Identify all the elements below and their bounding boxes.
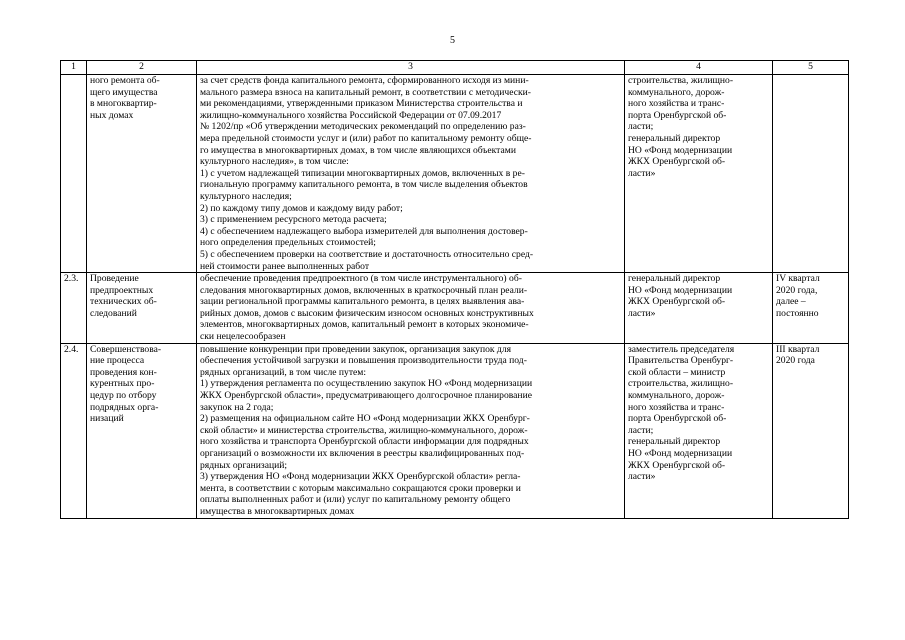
- text-line: ного хозяйства и транс-: [628, 401, 725, 413]
- text-line: рядных организаций, в том числе путем:: [200, 366, 367, 378]
- text-line: ЖКХ Оренбургской области», предусматривающего долгосрочное планирование: [200, 390, 532, 402]
- text-line: Правительства Оренбург-: [628, 355, 734, 367]
- text-line: цедур по отбору: [90, 390, 157, 402]
- table-row: [61, 75, 849, 273]
- text-line: культурного наследия;: [200, 190, 292, 202]
- header-cell-3: 3: [197, 61, 625, 75]
- text-line: заместитель председателя: [628, 343, 735, 355]
- text-line: в многоквартир-: [90, 98, 157, 110]
- row-number-cell: 2.4.: [61, 343, 87, 518]
- text-line: постоянно: [776, 307, 819, 319]
- text-line: генеральный директор: [628, 436, 721, 448]
- text-line: ской области – министр: [628, 366, 726, 378]
- text-line: следования многоквартирных домов, включенных в краткосрочный план реали-: [200, 284, 528, 296]
- text-line: 3) утверждения НО «Фонд модернизации ЖКХ Оренбургской области» регла-: [200, 471, 521, 483]
- text-line: щего имущества: [90, 86, 158, 98]
- text-line: III квартал: [776, 343, 820, 355]
- text-line: ласти»: [628, 471, 656, 483]
- text-line: гиональную программу капитального ремонта, в том числе выделения объектов: [200, 179, 528, 191]
- text-line: подрядных орга-: [90, 401, 159, 413]
- text-line: 1) утверждения регламента по осуществлению закупок НО «Фонд модернизации: [200, 378, 533, 390]
- text-line: курентных про-: [90, 378, 155, 390]
- text-line: генеральный директор: [628, 273, 721, 285]
- text-line: ласти;: [628, 424, 654, 436]
- text-line: 5) с обеспечением проверки на соответствие и достаточность относительно сред-: [200, 248, 534, 260]
- text-line: рийных домов, домов с высоким физическим износом основных конструктивных: [200, 307, 534, 319]
- text-line: ЖКХ Оренбургской об-: [628, 156, 726, 168]
- text-line: жилищно-коммунального хозяйства Российской Федерации от 07.09.2017: [200, 109, 502, 121]
- measure-content-cell: [197, 343, 625, 518]
- header-cell-4: 4: [625, 61, 773, 75]
- text-line: мера предельной стоимости услуг и (или) работ по капитальному ремонту обще-: [200, 132, 532, 144]
- text-line: оплаты выполненных работ и (или) услуг по капитальному ремонту общего: [200, 494, 511, 506]
- text-line: Совершенствова-: [90, 343, 162, 355]
- table-header-row: [61, 61, 849, 75]
- text-line: обеспечение проведения предпроектного (в том числе инструментального) об-: [200, 273, 522, 285]
- measure-name-cell: [87, 75, 197, 273]
- text-line: 1) с учетом надлежащей типизации многоквартирных домов, включенных в ре-: [200, 167, 525, 179]
- deadline-cell: [773, 273, 849, 344]
- text-line: повышение конкуренции при проведении закупок, организация закупок для: [200, 343, 512, 355]
- text-line: ЖКХ Оренбургской об-: [628, 296, 726, 308]
- text-line: низаций: [90, 413, 124, 425]
- text-line: ного ремонта об-: [90, 75, 160, 86]
- text-line: НО «Фонд модернизации: [628, 144, 733, 156]
- text-line: строительства, жилищно-: [628, 75, 734, 86]
- text-line: Проведение: [90, 273, 139, 285]
- text-line: ней стоимости ранее выполненных работ: [200, 260, 370, 272]
- text-line: культурного наследия», в том числе:: [200, 156, 349, 168]
- measures-table: [60, 60, 849, 519]
- text-line: обеспечения устойчивой загрузки и повышения производительности труда под-: [200, 355, 527, 367]
- text-line: мального размера взноса на капитальный ремонт, в соответствии с методически-: [200, 86, 531, 98]
- text-line: рядных организаций;: [200, 459, 288, 471]
- responsible-cell: [625, 343, 773, 518]
- text-line: имущества в многоквартирных домах: [200, 505, 355, 517]
- text-line: организаций о возможности их включения в реестры квалифицированных под-: [200, 448, 525, 459]
- measure-name-cell: [87, 273, 197, 344]
- text-line: зации региональной программы капитального ремонта, в целях выявления ава-: [200, 296, 525, 308]
- row-number-cell: 2.3.: [61, 273, 87, 344]
- text-line: следований: [90, 307, 137, 319]
- text-line: 2020 года: [776, 355, 815, 367]
- text-line: элементов, многоквартирных домов, капитальный ремонт в которых экономиче-: [200, 319, 529, 331]
- table-row: [61, 343, 849, 518]
- text-line: 3) с применением ресурсного метода расчета;: [200, 214, 387, 226]
- text-line: НО «Фонд модернизации: [628, 448, 733, 459]
- text-line: ской области» и министерства строительства, жилищно-коммунального, дорож-: [200, 424, 528, 436]
- text-line: IV квартал: [776, 273, 820, 285]
- table-row: [61, 273, 849, 344]
- measure-name-cell: [87, 343, 197, 518]
- text-line: мента, в соответствии с которым максимально сокращаются сроки проверки и: [200, 482, 521, 494]
- text-line: 2020 года,: [776, 284, 818, 296]
- text-line: за счет средств фонда капитального ремонта, сформированного исходя из мини-: [200, 75, 529, 86]
- text-line: ЖКХ Оренбургской об-: [628, 459, 726, 471]
- text-line: ного определения предельных стоимостей;: [200, 237, 376, 249]
- responsible-cell: [625, 273, 773, 344]
- deadline-cell: [773, 343, 849, 518]
- row-number-cell: [61, 75, 87, 273]
- text-line: ных домах: [90, 109, 134, 121]
- text-line: строительства, жилищно-: [628, 378, 734, 390]
- text-line: ми рекомендациями, утвержденными приказом Министерства строительства и: [200, 98, 523, 110]
- responsible-cell: [625, 75, 773, 273]
- measure-content-cell: [197, 75, 625, 273]
- text-line: ного хозяйства и транс-: [628, 98, 725, 110]
- measure-content-cell: [197, 273, 625, 344]
- text-line: порта Оренбургской об-: [628, 413, 727, 425]
- text-line: технических об-: [90, 296, 157, 308]
- text-line: ного хозяйства и транспорта Оренбургской области информации для подрядных: [200, 436, 529, 448]
- text-line: ласти»: [628, 167, 656, 179]
- text-line: закупок на 2 года;: [200, 401, 274, 413]
- text-line: ски нецелесообразен: [200, 331, 286, 343]
- text-line: ние процесса: [90, 355, 145, 367]
- text-line: ласти»: [628, 307, 656, 319]
- text-line: го имущества в многоквартирных домах, в том числе являющихся объектами: [200, 144, 516, 156]
- text-line: коммунального, дорож-: [628, 86, 725, 98]
- header-cell-5: 5: [773, 61, 849, 75]
- text-line: 2) по каждому типу домов и каждому виду работ;: [200, 202, 403, 214]
- text-line: генеральный директор: [628, 132, 721, 144]
- text-line: ласти;: [628, 121, 654, 133]
- text-line: далее –: [776, 296, 806, 308]
- header-cell-2: 2: [87, 61, 197, 75]
- text-line: коммунального, дорож-: [628, 390, 725, 402]
- text-line: предпроектных: [90, 284, 154, 296]
- text-line: № 1202/пр «Об утверждении методических рекомендаций по определению раз-: [200, 121, 526, 133]
- text-line: порта Оренбургской об-: [628, 109, 727, 121]
- text-line: проведения кон-: [90, 366, 157, 378]
- deadline-cell: [773, 75, 849, 273]
- text-line: 2) размещения на официальном сайте НО «Фонд модернизации ЖКХ Оренбург-: [200, 413, 530, 425]
- header-cell-1: 1: [61, 61, 87, 75]
- text-line: НО «Фонд модернизации: [628, 284, 733, 296]
- text-line: 4) с обеспечением надлежащего выбора измерителей для выполнения достовер-: [200, 225, 528, 237]
- page-number: 5: [450, 35, 455, 46]
